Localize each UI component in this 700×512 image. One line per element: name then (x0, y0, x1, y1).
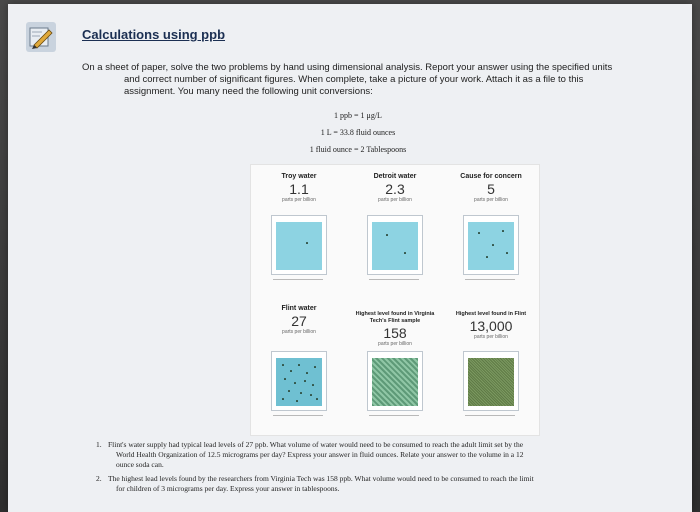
sample-value: 13,000 (469, 318, 513, 334)
conversion-liters: 1 L = 33.8 fluid ounces (320, 128, 396, 137)
page-title: Calculations using ppb (82, 27, 226, 42)
divider (369, 415, 419, 416)
instructions (82, 62, 672, 98)
instructions-line-2: and correct number of significant figures. When complete, take a picture of your work. Attach it as a file to this (124, 74, 584, 85)
sample-value: 158 (383, 325, 407, 341)
sample-unit: parts per billion (474, 334, 508, 340)
sample-value: 2.3 (385, 181, 405, 197)
sample-flint-highest (443, 311, 539, 341)
sample-value: 1.1 (289, 181, 309, 197)
question-1 (96, 440, 648, 470)
lead-particles (276, 222, 322, 270)
sample-title: Troy water (281, 173, 317, 180)
sample-title: Detroit water (373, 173, 417, 180)
sample-title: Highest level found in Virginia Tech's Flint sample (355, 311, 435, 324)
question-2 (96, 474, 648, 494)
instructions-line-1: On a sheet of paper, solve the two problems by hand using dimensional analysis. Report your answer using the specified units (82, 62, 613, 73)
sample-concern (443, 173, 539, 204)
lead-particles (372, 222, 418, 270)
sample-title: Cause for concern (460, 173, 522, 180)
water-glass-concern (463, 215, 519, 275)
question-line: for children of 3 micrograms per day. Express your answer in tablespoons. (116, 484, 340, 493)
sample-unit: parts per billion (282, 329, 316, 335)
question-line: World Health Organization of 12.5 micrograms per day? Express your answer in fluid ounces. Relate your answer to the volume in a 12 (116, 450, 524, 459)
sample-value: 5 (487, 181, 495, 197)
sample-unit: parts per billion (378, 341, 412, 347)
divider (465, 415, 515, 416)
sample-flint (251, 305, 347, 336)
divider (465, 279, 515, 280)
sample-title: Flint water (281, 305, 317, 312)
assignment-page (8, 4, 692, 512)
question-line: ounce soda can. (116, 460, 164, 469)
conversion-ppb: 1 ppb = 1 μg/L (334, 111, 382, 120)
divider (273, 415, 323, 416)
pencil-ruler-icon (26, 22, 56, 52)
divider (273, 279, 323, 280)
sample-virginia-tech (347, 311, 443, 348)
water-glass-flint (271, 351, 327, 411)
question-number: 2. (96, 474, 102, 483)
sample-title: Highest level found in Flint (455, 311, 527, 317)
sample-troy (251, 173, 347, 204)
sample-unit: parts per billion (282, 197, 316, 203)
lead-levels-image (250, 164, 540, 436)
sample-unit: parts per billion (474, 197, 508, 203)
divider (369, 279, 419, 280)
sample-detroit (347, 173, 443, 204)
instructions-line-3: assignment. You many need the following unit conversions: (124, 86, 373, 97)
water-glass-flint-highest (463, 351, 519, 411)
question-line: The highest lead levels found by the researchers from Virginia Tech was 158 ppb. What volume would need to be consumed to reach the limit (108, 474, 534, 483)
conversion-tablespoons: 1 fluid ounce = 2 Tablespoons (309, 145, 407, 154)
water-glass-detroit (367, 215, 423, 275)
sample-value: 27 (291, 313, 307, 329)
lead-particles (468, 222, 514, 270)
water-glass-troy (271, 215, 327, 275)
question-number: 1. (96, 440, 102, 449)
question-line: Flint's water supply had typical lead levels of 27 ppb. What volume of water would need to be consumed to reach the adult limit set by the (108, 440, 524, 449)
water-glass-virginia-tech (367, 351, 423, 411)
sample-unit: parts per billion (378, 197, 412, 203)
lead-particles (276, 358, 322, 406)
